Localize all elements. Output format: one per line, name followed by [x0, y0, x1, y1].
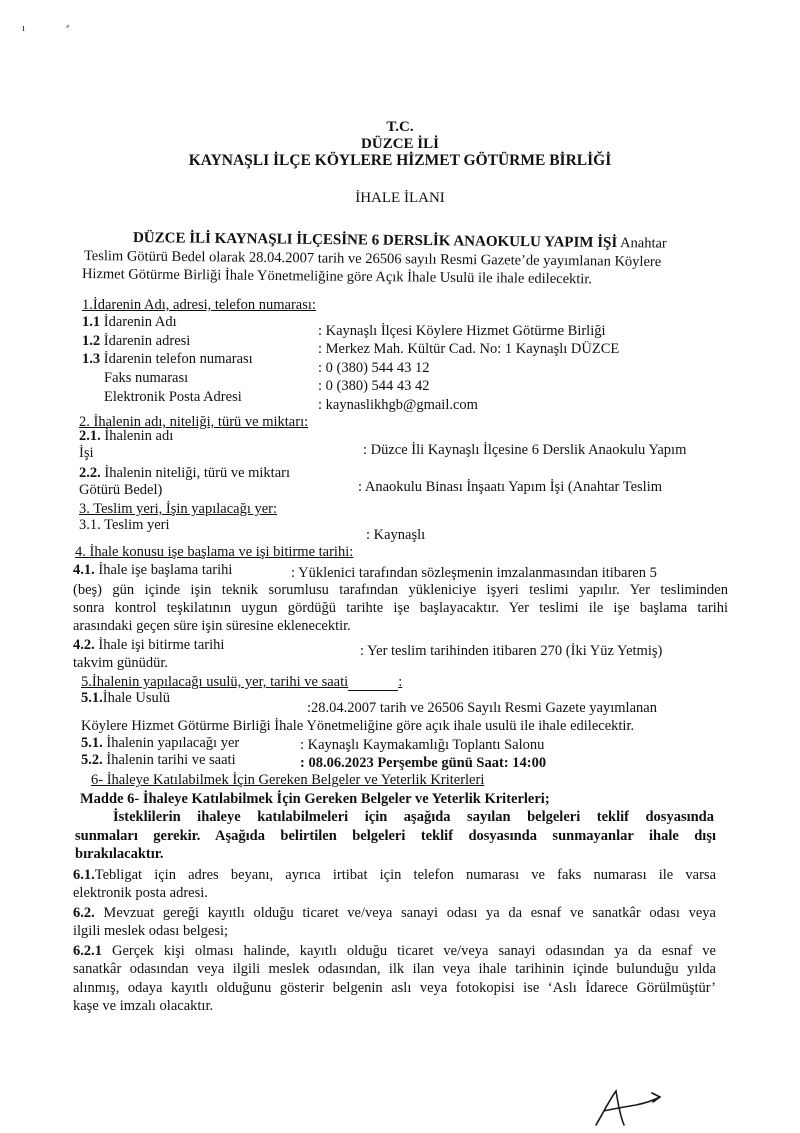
end-date-value: : Yer teslim tarihinden itibaren 270 (İki Yüz Yetmiş)	[360, 643, 663, 659]
requirement-note: İsteklilerin ihaleye katılabilmeleri için aşağıda sayılan belgeleri teklif dosyasında	[113, 809, 714, 825]
section-3-heading: 3. Teslim yeri, İşin yapılacağı yer:	[79, 501, 278, 517]
header-union: KAYNAŞLI İLÇE KÖYLERE HİZMET GÖTÜRME BİRLİĞİ	[188, 152, 612, 169]
item-number: 5.1.	[81, 690, 103, 706]
item-number: 6.2.1	[73, 943, 102, 959]
item-6-2	[73, 905, 716, 921]
start-date-value: : Yüklenici tarafından sözleşmenin imzalanmasından itibaren 5	[291, 565, 657, 581]
intro-tail: Anahtar	[617, 235, 667, 252]
email-label: Elektronik Posta Adresi	[104, 389, 242, 405]
item-label: İdarenin adresi	[100, 333, 191, 349]
date-time-value: : 08.06.2023 Perşembe günü Saat: 14:00	[300, 755, 547, 771]
item-6-2-1-cont: sanatkâr odasından veya ilgili meslek odasından, ilk ilan veya ihale tarihinin içinde bulunduğu yılda	[73, 961, 716, 977]
section-2-heading: 2. İhalenin adı, niteliği, türü ve miktarı:	[79, 414, 309, 430]
intro-line-2: Teslim Götürü Bedel olarak 28.04.2007 tarih ve 26506 sayılı Resmi Gazete’de yayımlanan Köylere	[83, 248, 662, 271]
intro-line-3: Hizmet Götürme Birliği İhale Yönetmeliğine göre Açık İhale Usulü ile ihale edilecektir.	[81, 266, 593, 288]
item-number: 6.1.	[73, 867, 95, 883]
section-1-row	[82, 351, 253, 367]
admin-address-value: : Merkez Mah. Kültür Cad. No: 1 Kaynaşlı DÜZCE	[318, 341, 620, 357]
item-text: Gerçek kişi olması halinde, kayıtlı olduğu ticaret ve/veya sanayi odasından ya da esnaf ve	[102, 943, 716, 959]
venue-value: : Kaynaşlı Kaymakamlığı Toplantı Salonu	[300, 737, 545, 753]
item-number: 1.1	[82, 314, 101, 330]
item-label: İhalenin niteliği, türü ve miktarı	[100, 465, 291, 481]
section-5-row	[81, 690, 170, 706]
requirement-note: sunmaları gerekir. Aşağıda belirtilen belgeleri teklif dosyasında sunmayanlar ihale dışı	[75, 828, 716, 844]
item-number: 5.1.	[81, 735, 103, 751]
item-label: İhale işe başlama tarihi	[94, 562, 233, 578]
procedure-cont: Köylere Hizmet Götürme Birliği İhale Yönetmeliğine göre açık ihale usulü ile ihale edilecektir.	[81, 718, 635, 734]
item-number: 2.1.	[79, 428, 101, 444]
item-label: İhalenin tarihi ve saati	[102, 752, 236, 768]
item-text: Tebligat için adres beyanı, ayrıca irtibat için telefon numarası ve faks numarası ile varsa	[94, 867, 716, 883]
section-6-heading: 6- İhaleye Katılabilmek İçin Gereken Belgeler ve Yeterlik Kriterleri	[91, 772, 485, 788]
section-2-row	[79, 465, 290, 481]
item-number: 6.2.	[73, 905, 95, 921]
tender-type-value: : Anaokulu Binası İnşaatı Yapım İşi (Anahtar Teslim	[358, 479, 662, 495]
scan-mark: ı	[22, 22, 26, 34]
item-label: İhalenin yapılacağı yer	[102, 735, 240, 751]
item-6-2-1	[73, 943, 716, 959]
section-1-heading: 1.İdarenin Adı, adresi, telefon numarası:	[82, 297, 316, 313]
admin-fax-value: : 0 (380) 544 43 42	[318, 378, 430, 394]
item-label: İhale Usulü	[102, 690, 170, 706]
section-5-row	[81, 735, 239, 751]
heading-colon: :	[398, 674, 403, 690]
tender-name-value: : Düzce İli Kaynaşlı İlçesine 6 Derslik Anaokulu Yapım	[363, 442, 687, 458]
item-label: İhalenin adı	[100, 428, 174, 444]
item-number: 4.1.	[73, 562, 95, 578]
start-date-cont: sonra kontrol teşkilatının uygun gördüğü tarihte işe başlayacaktır. Yer teslimi ile işe başlama tarihi	[73, 600, 728, 616]
section-2-row	[79, 428, 173, 444]
item-6-1-cont: elektronik posta adresi.	[73, 885, 208, 901]
delivery-place-value: : Kaynaşlı	[366, 527, 426, 543]
section-5-row	[81, 752, 236, 768]
item-number: 5.2.	[81, 752, 103, 768]
item-6-2-cont: ilgili meslek odası belgesi;	[73, 923, 229, 939]
item-6-1	[73, 867, 716, 883]
item-number: 1.3	[82, 351, 101, 367]
requirement-note: bırakılacaktır.	[75, 846, 164, 862]
end-date-cont: takvim günüdür.	[73, 655, 169, 671]
admin-phone-value: : 0 (380) 544 43 12	[318, 360, 430, 376]
item-label-cont: İşi	[79, 445, 94, 461]
section-4-heading: 4. İhale konusu işe başlama ve işi bitirme tarihi:	[75, 544, 354, 560]
item-label: İdarenin telefon numarası	[100, 351, 253, 367]
item-label: İhale işi bitirme tarihi	[94, 637, 225, 653]
section-1-row	[82, 314, 177, 330]
scan-mark: ⸗	[66, 20, 70, 32]
section-4-row	[73, 637, 224, 653]
header-province: DÜZCE İLİ	[361, 136, 439, 152]
item-text: Mevzuat gereği kayıtlı olduğu ticaret ve/veya sanayi odası ya da esnaf ve sanatkâr odası veya	[94, 905, 716, 921]
delivery-place-label: 3.1. Teslim yeri	[79, 517, 170, 533]
article-6-title: Madde 6- İhaleye Katılabilmek İçin Gereken Belgeler ve Yeterlik Kriterleri;	[80, 791, 550, 807]
item-number: 4.2.	[73, 637, 95, 653]
underline-gap	[348, 674, 398, 691]
item-6-2-1-cont: alınmış, odaya kayıtlı olduğunu gösterir belgenin aslı veya fotokopisi ise ‘Aslı İdarece Görülmüştür’	[73, 980, 716, 996]
start-date-cont: arasındaki geçen süre işin süresine eklenecektir.	[73, 618, 351, 634]
item-number: 1.2	[82, 333, 101, 349]
section-1-row	[82, 333, 190, 349]
notice-title: İHALE İLANI	[355, 190, 445, 206]
header-tc: T.C.	[386, 119, 414, 135]
admin-email-value: : kaynaslikhgb@gmail.com	[318, 397, 478, 413]
item-number: 2.2.	[79, 465, 101, 481]
start-date-cont: (beş) gün içinde işin teknik sorumlusu tarafından yükleniciye işyeri teslimi yapılır. Yer tesliminden	[73, 582, 728, 598]
fax-label: Faks numarası	[104, 370, 189, 386]
intro-title: DÜZCE İLİ KAYNAŞLI İLÇESİNE 6 DERSLİK ANAOKULU YAPIM İŞİ	[132, 230, 618, 252]
section-5-heading	[81, 674, 402, 691]
admin-name-value: : Kaynaşlı İlçesi Köylere Hizmet Götürme Birliği	[318, 323, 606, 339]
item-label: İdarenin Adı	[100, 314, 177, 330]
item-label-cont: Götürü Bedel)	[79, 482, 163, 498]
procedure-value: :28.04.2007 tarih ve 26506 Sayılı Resmi Gazete yayımlanan	[307, 700, 657, 716]
section-5-heading-text: 5.İhalenin yapılacağı usulü, yer, tarihi ve saati	[81, 674, 349, 690]
item-6-2-1-cont: kaşe ve imzalı olacaktır.	[73, 998, 214, 1014]
section-4-row	[73, 562, 232, 578]
signature	[590, 1085, 670, 1130]
intro-line-1	[133, 230, 667, 252]
